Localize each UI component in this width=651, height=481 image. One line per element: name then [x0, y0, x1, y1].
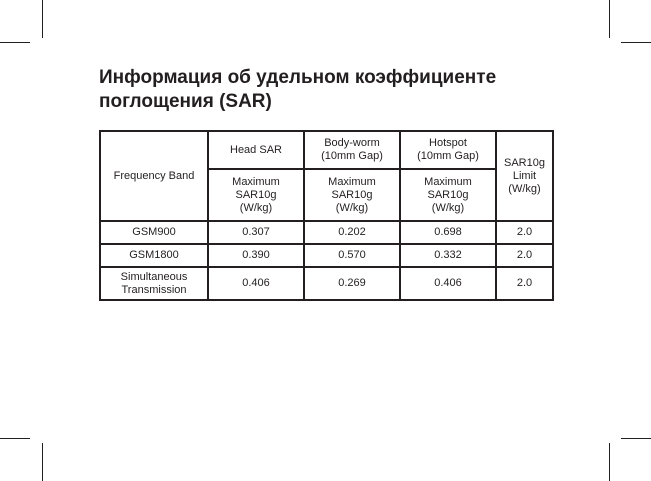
header-body-worn-line: (10mm Gap) — [321, 150, 383, 162]
table-header-row — [100, 131, 553, 169]
header-hotspot-line: (10mm Gap) — [417, 150, 479, 162]
crop-mark-top-left-vertical — [42, 0, 43, 38]
max-sar-line: SAR10g — [427, 188, 469, 201]
max-sar-line: (W/kg) — [239, 201, 273, 214]
cell-band-line: Transmission — [121, 283, 187, 296]
cell-limit: 2.0 — [496, 221, 553, 244]
header-head-sar: Head SAR — [208, 131, 304, 169]
cell-band — [100, 267, 208, 300]
header-limit-line: (W/kg) — [508, 182, 541, 195]
header-hotspot — [400, 131, 496, 169]
table-row — [100, 221, 553, 244]
header-body-worn-line: Body-worm — [324, 137, 380, 149]
sar-table — [99, 130, 554, 301]
table-row — [100, 267, 553, 300]
table-row — [100, 244, 553, 267]
subheader-body-max — [304, 169, 400, 221]
cell-body: 0.269 — [304, 267, 400, 300]
crop-mark-bottom-right-horizontal — [621, 438, 651, 439]
crop-mark-top-right-horizontal — [621, 42, 651, 43]
cell-head: 0.307 — [208, 221, 304, 244]
crop-mark-bottom-left-vertical — [42, 443, 43, 481]
max-sar-line: (W/kg) — [335, 201, 369, 214]
cell-head: 0.390 — [208, 244, 304, 267]
cell-band-line: Simultaneous — [120, 270, 188, 283]
subheader-hotspot-max — [400, 169, 496, 221]
max-sar-line: Maximum — [424, 175, 472, 188]
cell-band: GSM1800 — [100, 244, 208, 267]
max-sar-line: Maximum — [232, 175, 280, 188]
cell-hotspot: 0.698 — [400, 221, 496, 244]
cell-limit: 2.0 — [496, 267, 553, 300]
header-frequency-band: Frequency Band — [100, 131, 208, 221]
header-limit-line: SAR10g — [504, 156, 545, 169]
cell-body: 0.570 — [304, 244, 400, 267]
cell-body: 0.202 — [304, 221, 400, 244]
cell-limit: 2.0 — [496, 244, 553, 267]
cell-hotspot: 0.332 — [400, 244, 496, 267]
cell-head: 0.406 — [208, 267, 304, 300]
max-sar-line: Maximum — [328, 175, 376, 188]
header-hotspot-line: Hotspot — [429, 137, 467, 149]
page-title: Информация об удельном коэффициенте поглощения (SAR) — [99, 67, 497, 112]
header-limit-line: Limit — [512, 169, 537, 182]
crop-mark-top-left-horizontal — [0, 42, 30, 43]
max-sar-line: SAR10g — [331, 188, 373, 201]
crop-mark-top-right-vertical — [609, 0, 610, 38]
cell-band: GSM900 — [100, 221, 208, 244]
cell-hotspot: 0.406 — [400, 267, 496, 300]
crop-mark-bottom-left-horizontal — [0, 438, 30, 439]
header-limit — [496, 131, 553, 221]
crop-mark-bottom-right-vertical — [609, 443, 610, 481]
header-body-worn — [304, 131, 400, 169]
subheader-head-max — [208, 169, 304, 221]
max-sar-line: SAR10g — [235, 188, 277, 201]
max-sar-line: (W/kg) — [431, 201, 465, 214]
